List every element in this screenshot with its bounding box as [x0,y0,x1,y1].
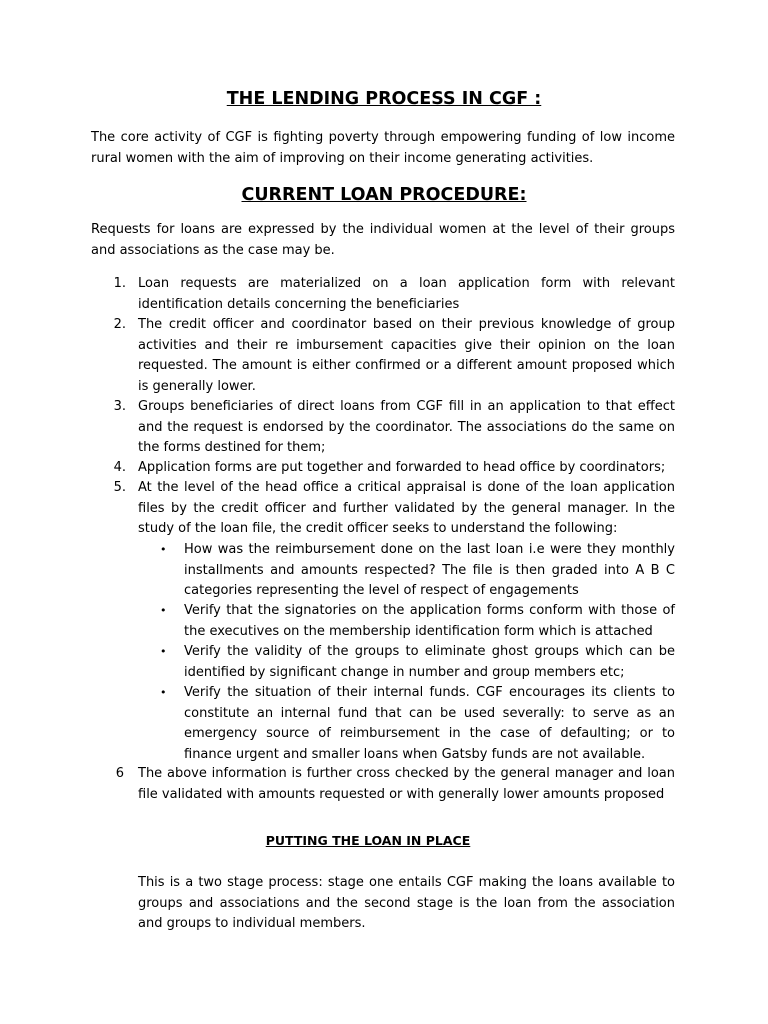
step-number: 2. [113,317,126,332]
requests-paragraph: Requests for loans are expressed by the individual women at the level of their groups and associations as the case may be. [91,222,675,258]
step-text: Loan requests are materialized on a loan application form with relevant identification details concerning the beneficiaries [138,276,675,312]
step-number: 4. [113,460,126,475]
intro-paragraph: The core activity of CGF is fighting poverty through empowering funding of low income rural women with the aim of improving on their income generating activities. [91,130,675,166]
closing-paragraph: This is a two stage process: stage one entails CGF making the loans available to groups and associations and the second stage is the loan from the association and groups to individual members. [138,875,675,931]
step-number: 3. [113,399,126,414]
step-text: The above information is further cross checked by the general manager and loan file validated with amounts requested or with generally lower amounts proposed [138,766,675,802]
step-text: Application forms are put together and forwarded to head office by coordinators; [138,460,666,475]
step-text: At the level of the head office a critical appraisal is done of the loan application files by the credit officer and further validated by the general manager. In the study of the loan file, the credit officer seeks to understand the following: [138,480,675,536]
section-heading: CURRENT LOAN PROCEDURE: [241,185,527,205]
bullet-text: Verify the situation of their internal funds. CGF encourages its clients to constitute an internal fund that can be used severally: to serve as an emergency source of reimbursement in the case of defaulting; or to finance urgent and smaller loans when Gatsby funds are not available. [184,685,675,762]
step-text: Groups beneficiaries of direct loans from CGF fill in an application to that effect and the request is endorsed by the coordinator. The associations do the same on the forms destined for them; [138,399,675,455]
bullet-icon: • [160,543,167,556]
step-number: 5. [113,480,126,495]
bullet-text: Verify the validity of the groups to eliminate ghost groups which can be identified by significant change in number and group members etc; [184,644,675,680]
step-text: The credit officer and coordinator based on their previous knowledge of group activities and their re imbursement capacities give their opinion on the loan requested. The amount is either confirmed or a different amount proposed which is generally lower. [138,317,675,394]
bullet-icon: • [160,686,167,699]
putting-loan-heading: PUTTING THE LOAN IN PLACE [265,833,471,848]
bullet-icon: • [160,645,167,658]
step-number: 6 [115,766,124,781]
bullet-icon: • [160,604,167,617]
document-title: THE LENDING PROCESS IN CGF : [226,89,542,109]
bullet-text: How was the reimbursement done on the last loan i.e were they monthly installments and amounts respected? The file is then graded into A B C categories representing the level of respect of engagements [184,542,675,598]
step-number: 1. [113,276,126,291]
bullet-text: Verify that the signatories on the application forms conform with those of the executives on the membership identification form which is attached [184,603,675,639]
